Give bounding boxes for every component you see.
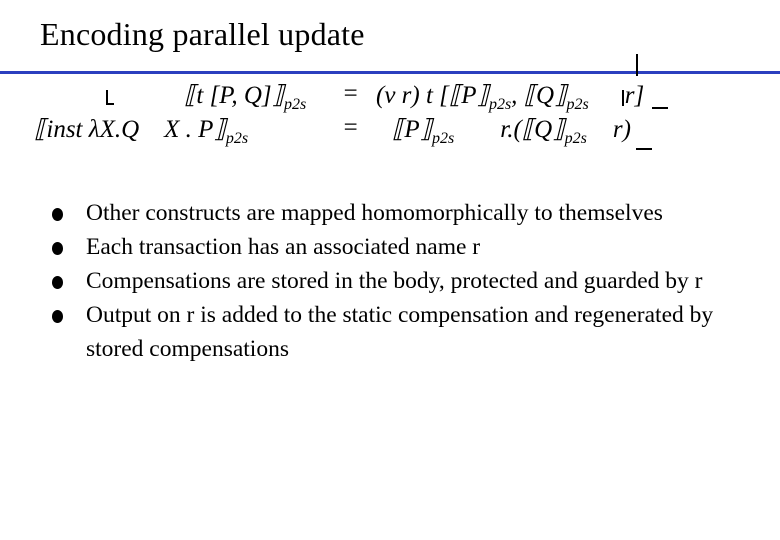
bullet-item: [52, 298, 752, 366]
bullet-text: Each transaction has an associated name r: [86, 234, 481, 260]
equation-row-1-lhs: [184, 80, 306, 114]
equation-text: , ⟦Q⟧: [511, 82, 567, 109]
equation-text: ⟦inst λX.Q X . P⟧: [34, 116, 226, 143]
bullet-icon: [52, 276, 63, 289]
bullet-icon: [52, 208, 63, 221]
equation-row-2-equals: =: [342, 114, 359, 141]
bullet-text: Compensations are stored in the body, protected and guarded by r: [86, 268, 703, 294]
equation-text: ⟦P⟧: [392, 116, 433, 143]
title-divider: [0, 71, 780, 74]
bullet-item: [52, 264, 752, 298]
bullet-icon: [52, 242, 63, 255]
bullet-list: [52, 196, 752, 366]
equation-row-1-rhs: [376, 80, 644, 114]
equation-row-1-equals: =: [342, 80, 359, 107]
bracket-fragment: [106, 103, 114, 105]
bullet-text: Output on r is added to the static compensation and regenerated by stored compensations: [86, 302, 714, 362]
equation-text: r): [612, 116, 631, 143]
equation-text: ⟦t [P, Q]⟧: [184, 82, 285, 109]
divider-tick: [636, 54, 638, 76]
underline-fragment: [652, 107, 668, 109]
underline-fragment: [636, 148, 652, 150]
bullet-icon: [52, 310, 63, 323]
equation-text: r.(⟦Q⟧: [500, 116, 565, 143]
equation-text: r]: [624, 82, 645, 109]
bullet-item: [52, 196, 752, 230]
equation-subscript: p2s: [488, 96, 512, 113]
equation-row-2-rhs: [392, 114, 631, 148]
bracket-fragment: [622, 90, 624, 106]
equation-row-2-lhs: [34, 114, 248, 148]
equation-subscript: p2s: [566, 96, 589, 113]
slide-title: Encoding parallel update: [40, 16, 365, 52]
bullet-text: Other constructs are mapped homomorphically to themselves: [86, 200, 663, 226]
equation-text: (ν r) t [⟦P⟧: [376, 82, 489, 109]
bracket-fragment: [106, 90, 108, 104]
equation-subscript: p2s: [432, 130, 455, 147]
equation-subscript: p2s: [225, 130, 249, 147]
equation-subscript: p2s: [284, 96, 307, 113]
bullet-item: [52, 230, 752, 264]
equation-subscript: p2s: [564, 130, 587, 147]
